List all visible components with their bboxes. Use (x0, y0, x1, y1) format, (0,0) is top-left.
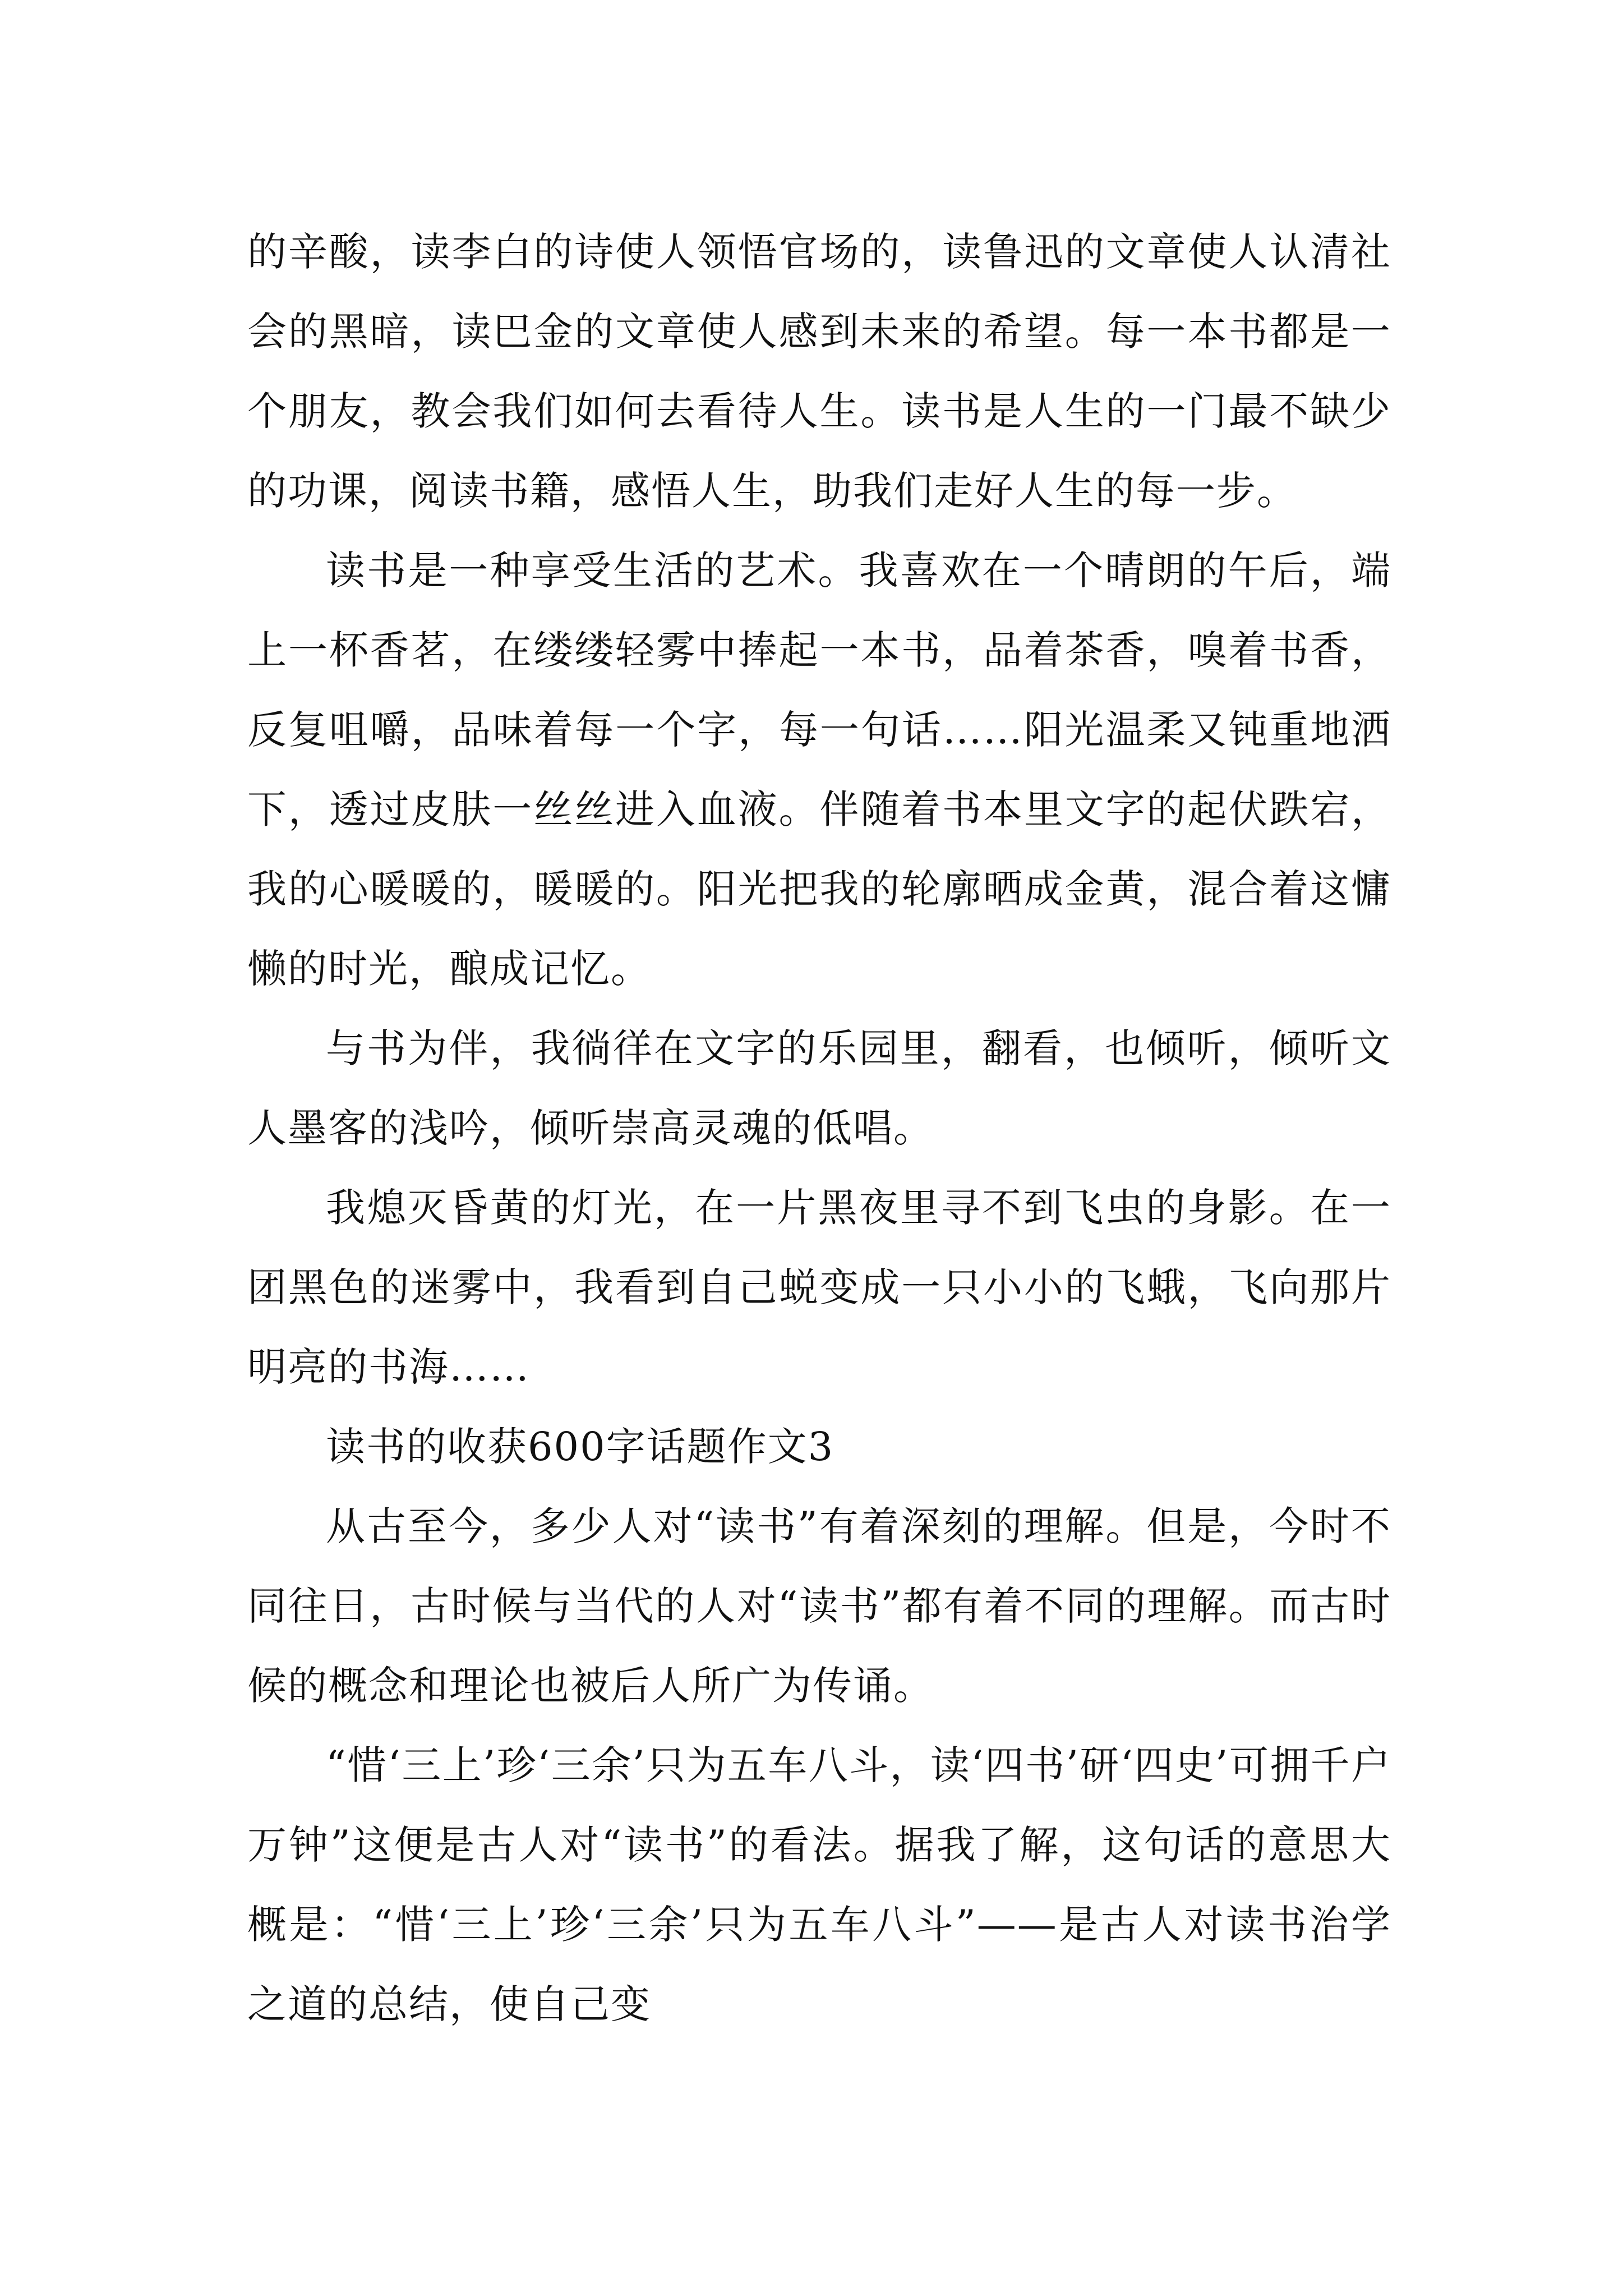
paragraph-moth: 我熄灭昏黄的灯光，在一片黑夜里寻不到飞虫的身影。在一团黑色的迷雾中，我看到自己蜕变成一只小小的飞蛾，飞向那片明亮的书海…… (247, 1185, 1391, 1390)
essay-heading: 读书的收获600字话题作文3 (326, 1424, 834, 1470)
paragraph-continuation: 的辛酸，读李白的诗使人领悟官场的，读鲁迅的文章使人认清社会的黑暗，读巴金的文章使人感到未来的希望。每一本书都是一个朋友，教会我们如何去看待人生。读书是人生的一门最不缺少的功课，阅读书籍，感悟人生，助我们走好人生的每一步。 (247, 229, 1391, 514)
document-body (247, 212, 1391, 2044)
paragraph-reading-art: 读书是一种享受生活的艺术。我喜欢在一个晴朗的午后，端上一杯香茗，在缕缕轻雾中捧起一本书，品着茶香，嗅着书香，反复咀嚼，品味着每一个字，每一句话……阳光温柔又钝重地洒下，透过皮肤一丝丝进入血液。伴随着书本里文字的起伏跌宕，我的心暖暖的，暖暖的。阳光把我的轮廓晒成金黄，混合着这慵懒的时光，酿成记忆。 (247, 547, 1391, 992)
paragraph-quote: “惜‘三上’珍‘三余’只为五车八斗，读‘四书’研‘四史’可拥千户万钟”这便是古人对“读书”的看法。据我了解，这句话的意思大概是：“惜‘三上’珍‘三余’只为五车八斗”——是古人对读书治学之道的总结，使自己变 (247, 1742, 1391, 2027)
paragraph-companion: 与书为伴，我徜徉在文字的乐园里，翻看，也倾听，倾听文人墨客的浅吟，倾听崇高灵魂的低唱。 (247, 1025, 1391, 1151)
paragraph-ancient-modern: 从古至今，多少人对“读书”有着深刻的理解。但是，今时不同往日，古时候与当代的人对“读书”都有着不同的理解。而古时候的概念和理论也被后人所广为传诵。 (247, 1503, 1391, 1709)
